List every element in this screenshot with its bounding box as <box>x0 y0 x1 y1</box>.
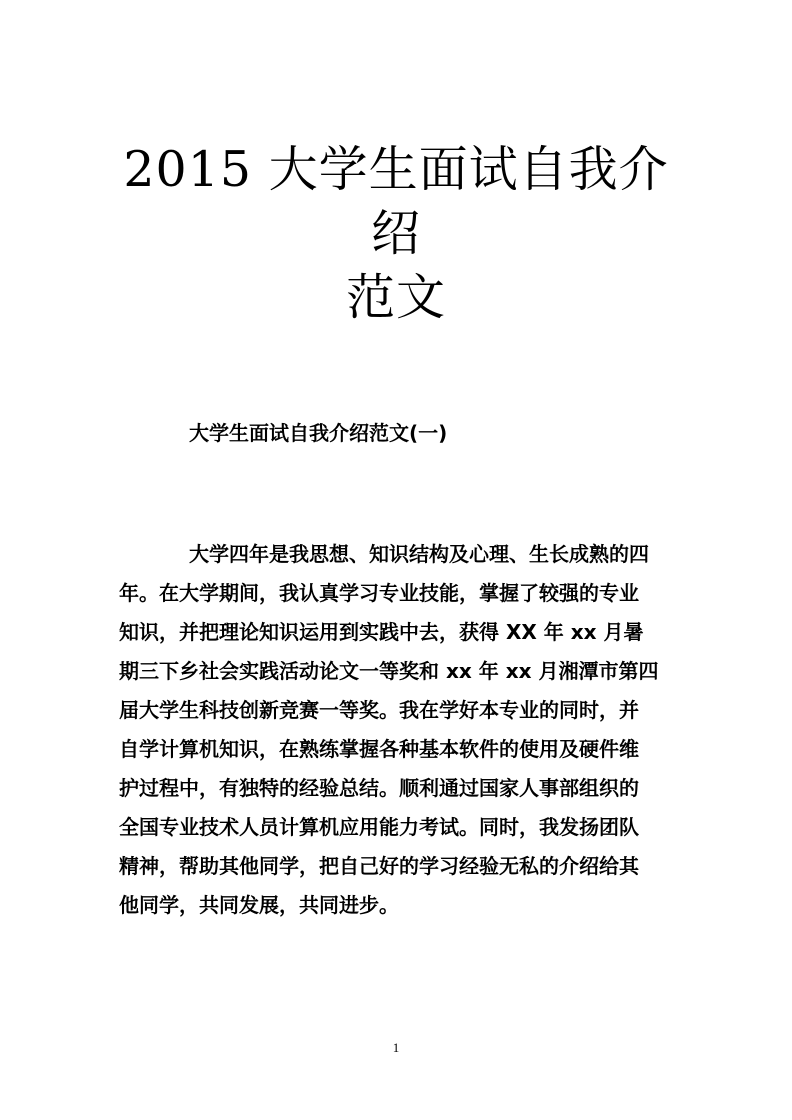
body-line-10: 他同学，共同发展，共同进步。 <box>119 893 399 917</box>
body-line-3: 知识，并把理论知识运用到实践中去，获得 XX 年 xx 月暑 <box>119 620 644 644</box>
title-line-1: 2015 大学生面试自我介绍 <box>123 141 669 262</box>
body-line-5: 届大学生科技创新竞赛一等奖。我在学好本专业的同时，并 <box>119 698 639 722</box>
body-line-1: 大学四年是我思想、知识结构及心理、生长成熟的四 <box>189 542 649 566</box>
body-line-9: 精神，帮助其他同学，把自己好的学习经验无私的介绍给其 <box>119 854 639 878</box>
section-heading: 大学生面试自我介绍范文(一) <box>189 421 448 445</box>
body-line-4: 期三下乡社会实践活动论文一等奖和 xx 年 xx 月湘潭市第四 <box>119 659 659 683</box>
body-line-8: 全国专业技术人员计算机应用能力考试。同时，我发扬团队 <box>119 815 639 839</box>
body-line-2: 年。在大学期间，我认真学习专业技能，掌握了较强的专业 <box>119 581 639 605</box>
document-title <box>100 138 692 330</box>
title-line-2: 范文 <box>345 269 446 326</box>
body-paragraph <box>119 535 679 925</box>
page-number: 1 <box>392 1040 400 1055</box>
body-line-6: 自学计算机知识，在熟练掌握各种基本软件的使用及硬件维 <box>119 737 639 761</box>
body-line-7: 护过程中，有独特的经验总结。顺利通过国家人事部组织的 <box>119 776 639 800</box>
